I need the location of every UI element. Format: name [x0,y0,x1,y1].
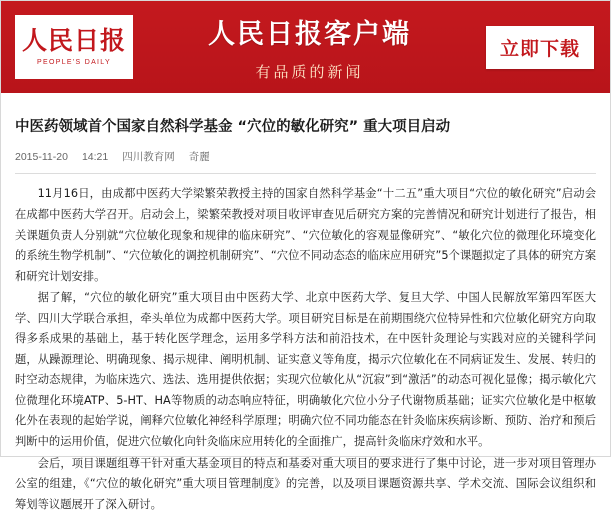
logo-chinese-text: 人民日报 [21,26,126,56]
peoples-daily-logo [15,15,133,79]
logo-english-text: PEOPLE'S DAILY [37,58,111,66]
app-promo-banner[interactable] [1,1,610,93]
banner-subtitle: 有品质的新闻 [255,63,364,81]
publish-time: 14:21 [81,150,109,163]
article-container [1,93,610,515]
header-divider [15,173,596,174]
banner-title: 人民日报客户端 [207,19,411,50]
banner-text-block [133,12,486,82]
publish-date: 2015-11-20 [15,150,68,163]
article-source[interactable]: 四川教育网 [122,151,175,164]
article-body [15,184,596,515]
article-paragraph: 11月16日，由成都中医药大学梁繁荣教授主持的国家自然科学基金“十二五”重大项目“穴位的敏化研究”启动会在成都中医药大学召开。启动会上，梁繁荣教授对项目收评审查见后研究方案的完善情况和研究计划进行了报告，相关课题负责人分别就“穴位敏化现象和规律的临床研究”、“穴位敏化的容观显像研究”、“敏化穴位的微理化环境变化的系统生物学机制”、“穴位敏化的调控机制研究”、“穴位不同动态态的临床应用研究”5个课题拟定了具体的研究方案和研究计划安排。 [15,187,596,283]
article-meta [15,149,596,164]
download-button[interactable]: 立即下载 [486,26,594,69]
page-title: 中医药领域首个国家自然科学基金 “穴位的敏化研究” 重大项目启动 [15,118,451,135]
article-paragraph: 会后，项目课题组尊干针对重大基金项目的特点和基委对重大项目的要求进行了集中讨论，进一步对项目管理办公室的组建，《“穴位的敏化研究”重大项目管理制度》的完善，以及项目课题资源共享、学术交流、国际会议组织和筹划等议题展开了深入研讨。 [15,456,596,511]
article-paragraph: 据了解，“穴位的敏化研究”重大项目由中医药大学、北京中医药大学、复旦大学、中国人民解放军第四军医大学、四川大学联合承担，牵头单位为成都中医药大学。项目研究目标是在前期围绕穴位特异性和穴位敏化研究方向取得多系成果的基础上，基于转化医学理念，运用多学科方法和前沿技术，在中医针灸理论与实践对应的关键科学问题，从躁源理论、明确现象、揭示规律、阐明机制、证实意义等角度，揭示穴位敏化在不同病证发生、发展、转归的时空动态规律，为临床选穴、选法、选用提供依据；实现穴位敏化从“沉寂”到“激活”的动态可视化显像；揭示敏化穴位微理化环境ATP、5-HT、HA等物质的动态响应特征，明确敏化穴位小分子代谢物质基础；证实穴位敏化是中枢敏化外在表现的起始学说，阐释穴位敏化神经科学原理；明确穴位不同功能态在针灸临床疾病诊断、预防、治疗和预后判断中的运用价值，促进穴位敏化向针灸临床应用转化的全面推广，提高针灸临床疗效和水平。 [15,291,596,449]
article-author: 奇麗 [188,151,210,164]
